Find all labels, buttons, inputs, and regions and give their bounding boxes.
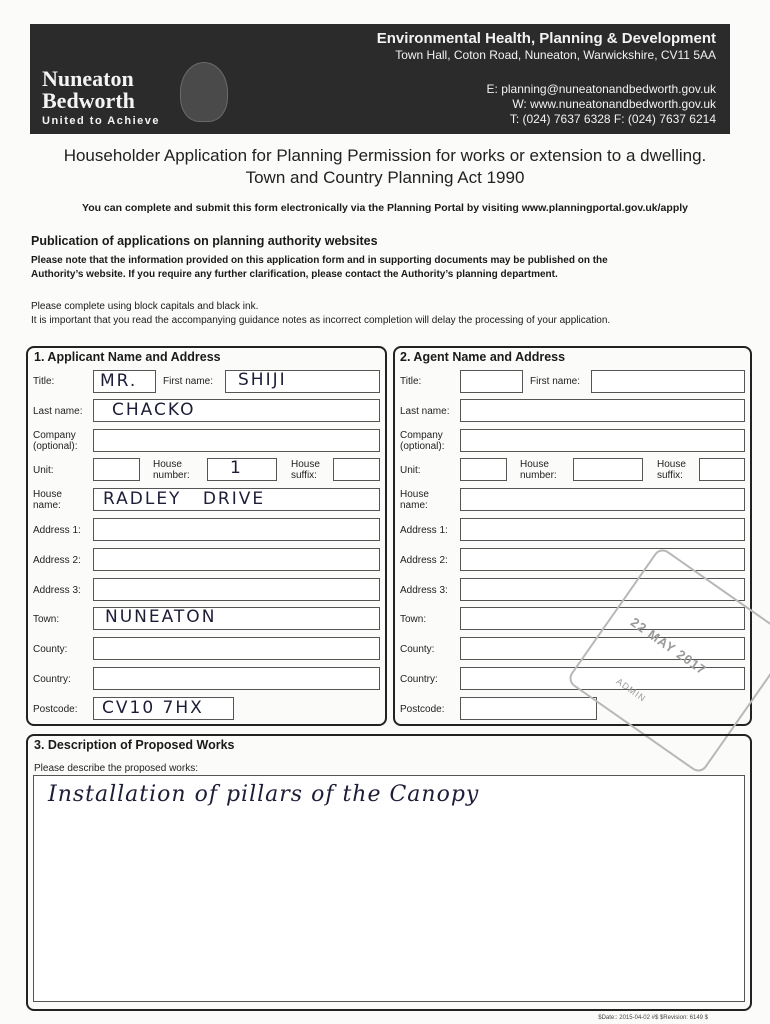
agent-company-label — [400, 430, 444, 452]
applicant-house-suffix-label-1: House — [291, 459, 320, 470]
applicant-company-label-1: Company — [33, 430, 76, 441]
applicant-address-1-field[interactable] — [93, 518, 380, 541]
revision-footer: $Date:: 2015-04-02 #$ $Revision: 6149 $ — [598, 1015, 708, 1021]
department-block — [377, 30, 716, 62]
applicant-county-field[interactable] — [93, 637, 380, 660]
works-description-value: Installation of pillars of the Canopy — [48, 782, 480, 807]
applicant-country-field[interactable] — [93, 667, 380, 690]
agent-first-name-label: First name: — [530, 376, 581, 387]
applicant-house-name-value: RADLEY DRIVE — [103, 489, 266, 509]
applicant-company-label-2: (optional): — [33, 441, 78, 452]
applicant-title-label: Title: — [33, 376, 55, 387]
agent-company-label-1: Company — [400, 430, 443, 441]
applicant-house-number-label-2: number: — [153, 470, 190, 481]
applicant-company-label — [33, 430, 77, 452]
applicant-first-name-value: SHIJI — [238, 370, 287, 390]
applicant-town-value: NUNEATON — [105, 607, 217, 627]
agent-unit-label: Unit: — [400, 465, 421, 476]
agent-address-1-label: Address 1: — [400, 525, 448, 536]
agent-house-suffix-label-1: House — [657, 459, 686, 470]
applicant-address-2-field[interactable] — [93, 548, 380, 571]
agent-house-number-label-1: House — [520, 459, 549, 470]
council-crest-icon — [180, 62, 228, 122]
applicant-house-name-label-2: name: — [33, 500, 61, 511]
agent-house-name-label-2: name: — [400, 500, 428, 511]
publication-line-2: Authority’s website. If you require any further clarification, please contact the Authority’s planning department. — [31, 269, 558, 280]
applicant-address-3-field[interactable] — [93, 578, 380, 601]
stamp-label: ADMIN — [614, 676, 648, 704]
portal-note: You can complete and submit this form electronically via the Planning Portal by visiting www.planningportal.gov.uk/apply — [82, 202, 688, 214]
agent-address-1-field[interactable] — [460, 518, 745, 541]
applicant-unit-label: Unit: — [33, 465, 54, 476]
instructions — [31, 300, 741, 328]
applicant-postcode-value: CV10 7HX — [102, 698, 204, 718]
agent-house-name-label — [400, 489, 429, 511]
agent-address-2-label: Address 2: — [400, 555, 448, 566]
agent-company-label-2: (optional): — [400, 441, 445, 452]
agent-house-number-field[interactable] — [573, 458, 643, 481]
agent-house-suffix-label — [657, 459, 686, 481]
applicant-unit-field[interactable] — [93, 458, 140, 481]
agent-house-number-label-2: number: — [520, 470, 557, 481]
agent-house-name-label-1: House — [400, 489, 429, 500]
agent-unit-field[interactable] — [460, 458, 507, 481]
applicant-address-1-label: Address 1: — [33, 525, 81, 536]
form-title — [0, 145, 770, 189]
agent-house-number-label — [520, 459, 557, 481]
instructions-line-2: It is important that you read the accompanying guidance notes as incorrect completion will delay the processing of your application. — [31, 315, 611, 326]
agent-house-suffix-field[interactable] — [699, 458, 745, 481]
contact-phone: T: (024) 7637 6328 F: (024) 7637 6214 — [509, 112, 716, 126]
applicant-house-number-label-1: House — [153, 459, 182, 470]
works-heading: 3. Description of Proposed Works — [34, 738, 235, 752]
applicant-country-label: Country: — [33, 674, 71, 685]
applicant-address-2-label: Address 2: — [33, 555, 81, 566]
agent-house-suffix-label-2: suffix: — [657, 470, 683, 481]
agent-address-3-label: Address 3: — [400, 585, 448, 596]
works-prompt: Please describe the proposed works: — [34, 763, 198, 774]
header-banner — [30, 24, 730, 134]
agent-last-name-label: Last name: — [400, 406, 450, 417]
applicant-house-name-label-1: House — [33, 489, 62, 500]
form-title-line-1: Householder Application for Planning Permission for works or extension to a dwelling. — [63, 146, 707, 165]
contact-web: W: www.nuneatonandbedworth.gov.uk — [512, 97, 716, 111]
department-address: Town Hall, Coton Road, Nuneaton, Warwickshire, CV11 5AA — [395, 48, 716, 62]
agent-county-label: County: — [400, 644, 435, 655]
agent-town-label: Town: — [400, 614, 427, 625]
applicant-house-name-label — [33, 489, 62, 511]
applicant-last-name-label: Last name: — [33, 406, 83, 417]
logo-tagline: United to Achieve — [42, 115, 160, 127]
applicant-house-number-label — [153, 459, 190, 481]
agent-title-label: Title: — [400, 376, 422, 387]
applicant-town-label: Town: — [33, 614, 60, 625]
agent-last-name-field[interactable] — [460, 399, 745, 422]
agent-house-name-field[interactable] — [460, 488, 745, 511]
stamp-date: 22 MAY 2017 — [627, 614, 710, 678]
agent-postcode-field[interactable] — [460, 697, 597, 720]
applicant-house-suffix-field[interactable] — [333, 458, 380, 481]
publication-note — [31, 254, 731, 282]
publication-line-1: Please note that the information provided on this application form and in supporting documents may be published on the — [31, 255, 608, 266]
logo-line-2: Bedworth — [42, 88, 135, 113]
publication-heading: Publication of applications on planning authority websites — [31, 234, 378, 248]
logo-line-1: Nuneaton — [42, 66, 134, 91]
agent-first-name-field[interactable] — [591, 370, 745, 393]
contact-block — [487, 82, 716, 127]
agent-company-field[interactable] — [460, 429, 745, 452]
works-description-field[interactable] — [33, 775, 745, 1002]
agent-heading: 2. Agent Name and Address — [400, 350, 566, 364]
agent-postcode-label: Postcode: — [400, 704, 445, 715]
applicant-address-3-label: Address 3: — [33, 585, 81, 596]
applicant-first-name-label: First name: — [163, 376, 214, 387]
applicant-county-label: County: — [33, 644, 68, 655]
applicant-house-suffix-label-2: suffix: — [291, 470, 317, 481]
applicant-title-value: MR. — [100, 371, 138, 391]
agent-country-label: Country: — [400, 674, 438, 685]
applicant-house-suffix-label — [291, 459, 320, 481]
applicant-house-number-value: 1 — [230, 458, 243, 478]
instructions-line-1: Please complete using block capitals and black ink. — [31, 301, 259, 312]
agent-address-2-field[interactable] — [460, 548, 745, 571]
applicant-heading: 1. Applicant Name and Address — [34, 350, 221, 364]
contact-email: E: planning@nuneatonandbedworth.gov.uk — [486, 82, 716, 96]
council-logo — [42, 68, 135, 112]
agent-title-field[interactable] — [460, 370, 523, 393]
form-title-line-2: Town and Country Planning Act 1990 — [245, 168, 525, 187]
department-name: Environmental Health, Planning & Development — [376, 30, 716, 47]
applicant-company-field[interactable] — [93, 429, 380, 452]
applicant-postcode-label: Postcode: — [33, 704, 78, 715]
applicant-last-name-value: CHACKO — [112, 400, 196, 420]
